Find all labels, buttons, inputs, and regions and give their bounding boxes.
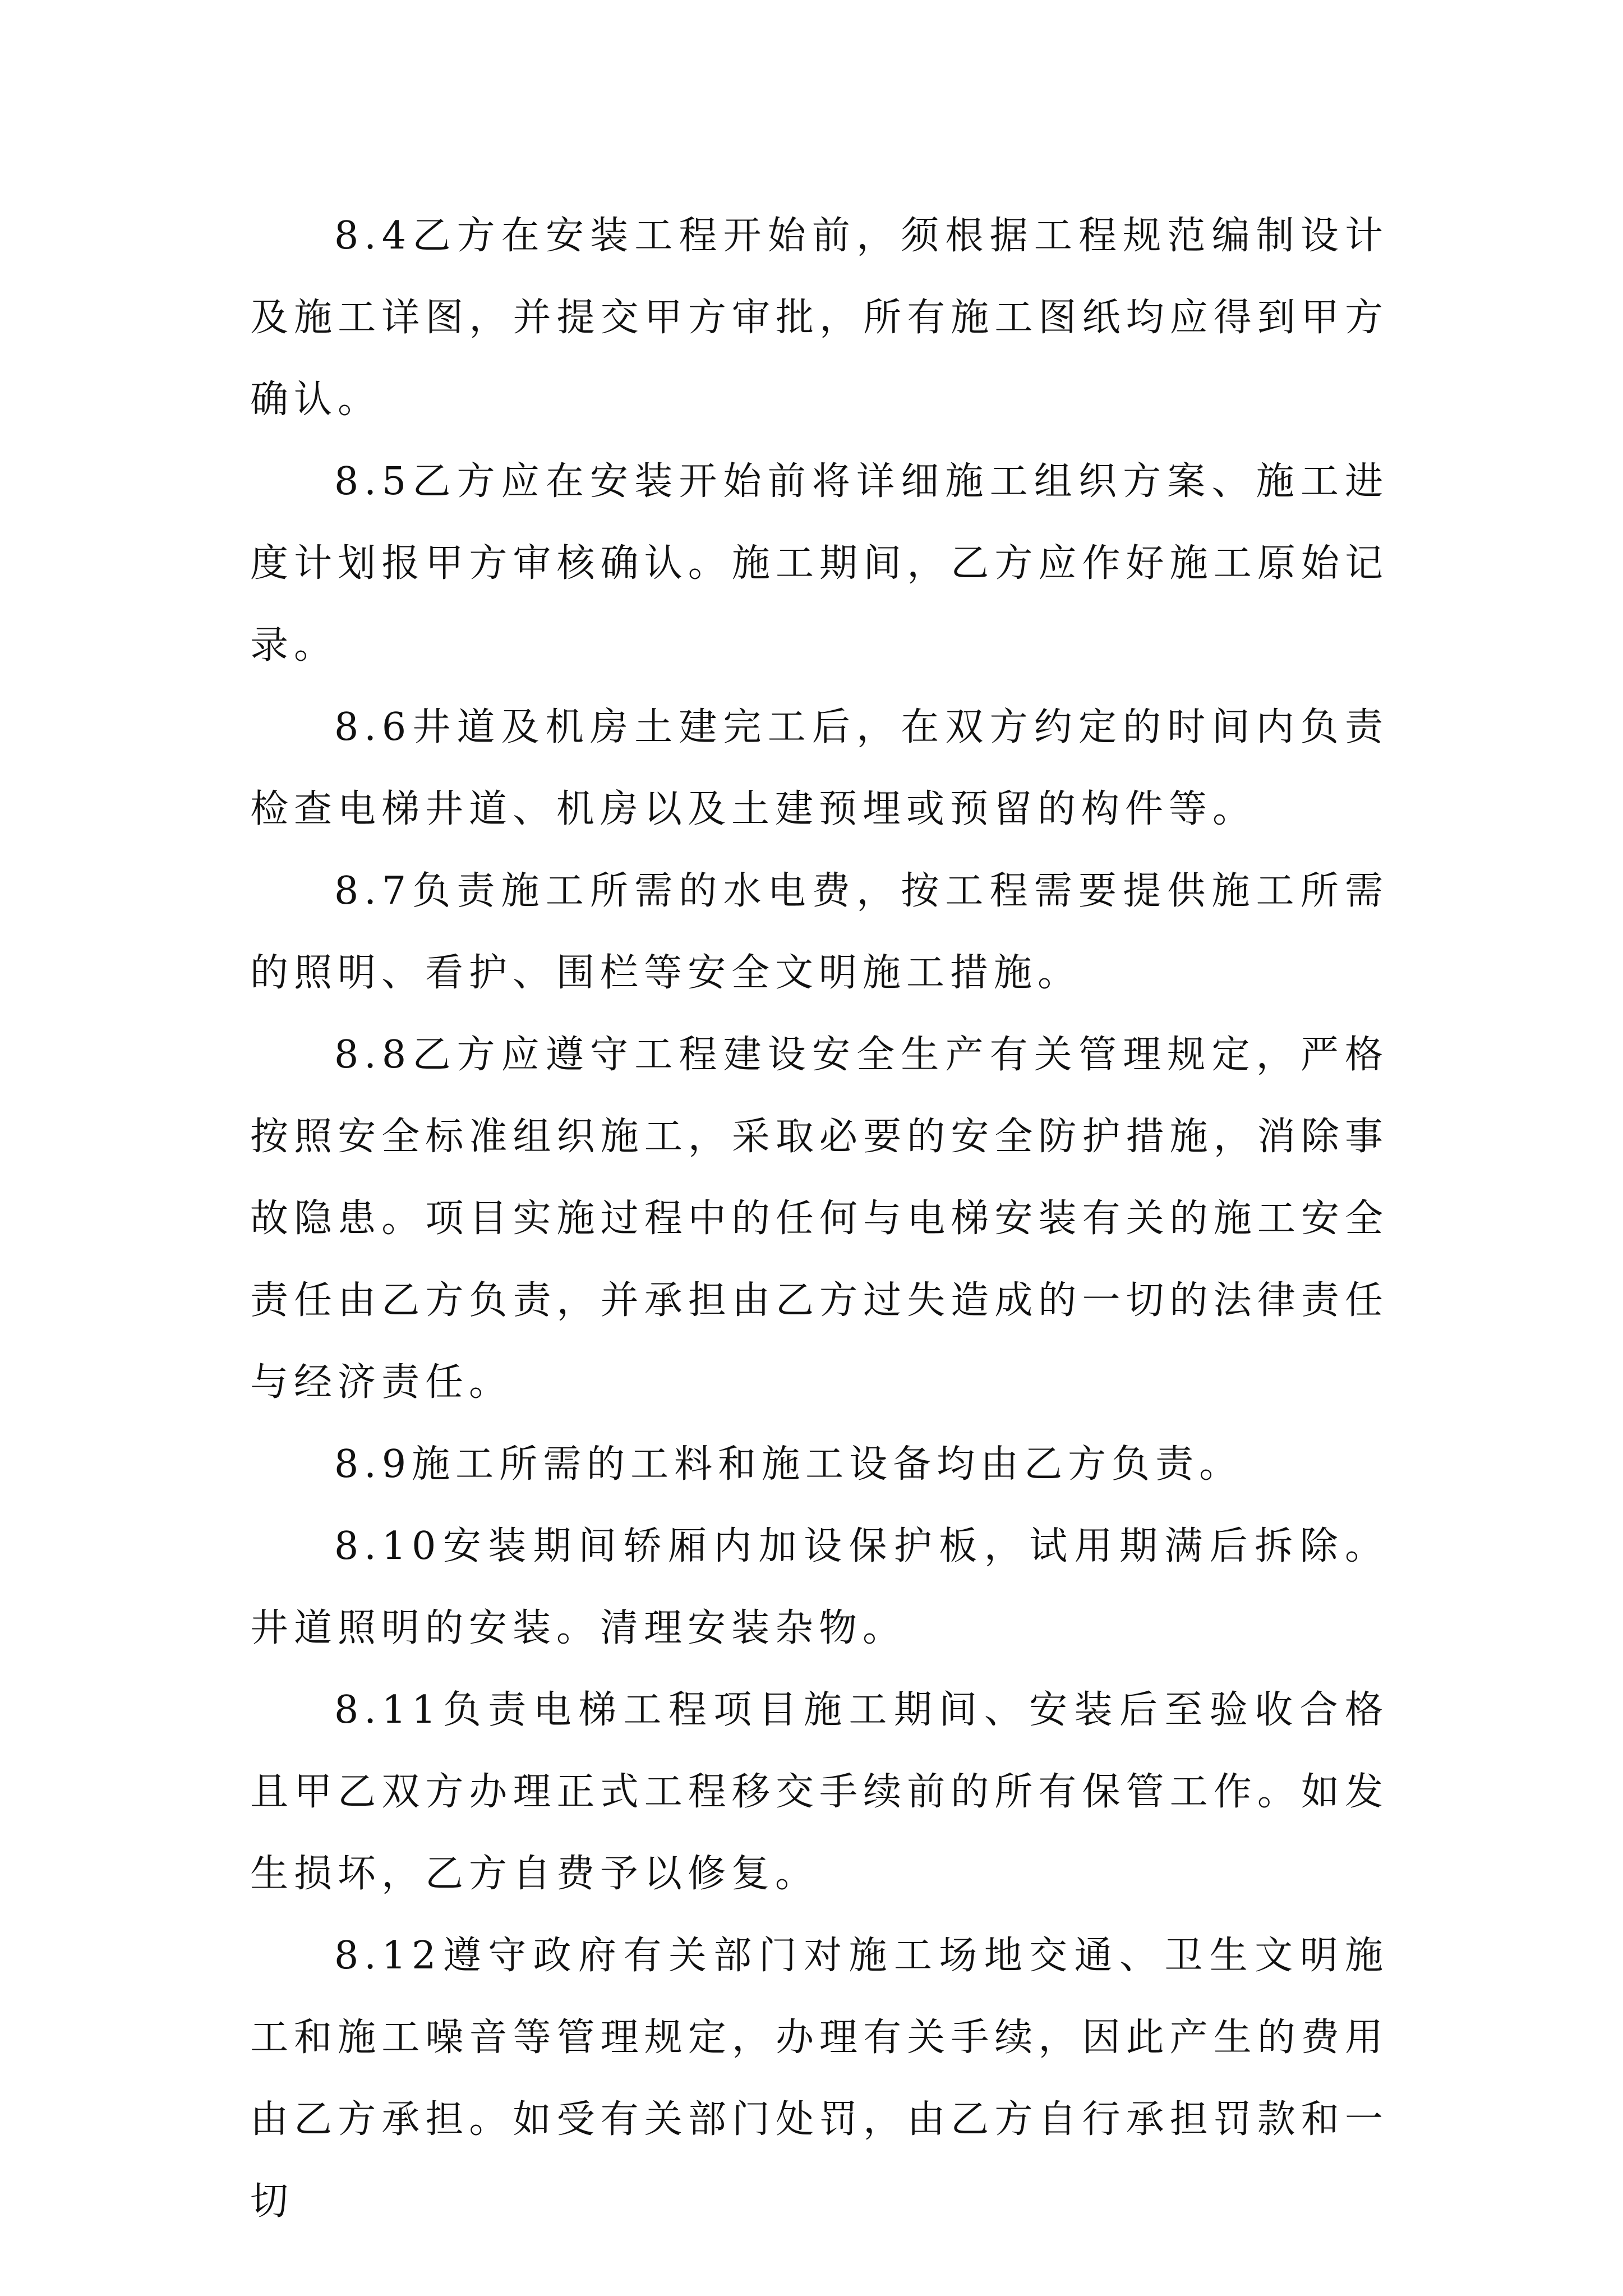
clause-8-5: 8.5乙方应在安装开始前将详细施工组织方案、施工进度计划报甲方审核确认。施工期间，乙方应作好施工原始记录。 <box>250 459 1389 668</box>
clause-8-6: 8.6井道及机房土建完工后，在双方约定的时间内负责检查电梯井道、机房以及土建预埋或预留的构件等。 <box>250 705 1389 831</box>
clause-8-12: 8.12遵守政府有关部门对施工场地交通、卫生文明施工和施工噪音等管理规定，办理有关手续，因此产生的费用由乙方承担。如受有关部门处罚，由乙方自行承担罚款和一切 <box>250 1934 1389 2224</box>
clause-8-7: 8.7负责施工所需的水电费，按工程需要提供施工所需的照明、看护、围栏等安全文明施工措施。 <box>250 869 1389 995</box>
clause-8-10: 8.10安装期间轿厢内加设保护板，试用期满后拆除。井道照明的安装。清理安装杂物。 <box>250 1524 1389 1650</box>
clause-8-11: 8.11负责电梯工程项目施工期间、安装后至验收合格且甲乙双方办理正式工程移交手续前的所有保管工作。如发生损坏，乙方自费予以修复。 <box>250 1688 1389 1896</box>
clause-8-8: 8.8乙方应遵守工程建设安全生产有关管理规定，严格按照安全标准组织施工，采取必要的安全防护措施，消除事故隐患。项目实施过程中的任何与电梯安装有关的施工安全责任由乙方负责，并承担由乙方过失造成的一切的法律责任与经济责任。 <box>250 1033 1389 1405</box>
clause-8-4: 8.4乙方在安装工程开始前，须根据工程规范编制设计及施工详图，并提交甲方审批，所有施工图纸均应得到甲方确认。 <box>250 214 1389 422</box>
clause-8-9: 8.9施工所需的工料和施工设备均由乙方负责。 <box>334 1442 1243 1487</box>
document-body <box>250 195 1389 2243</box>
